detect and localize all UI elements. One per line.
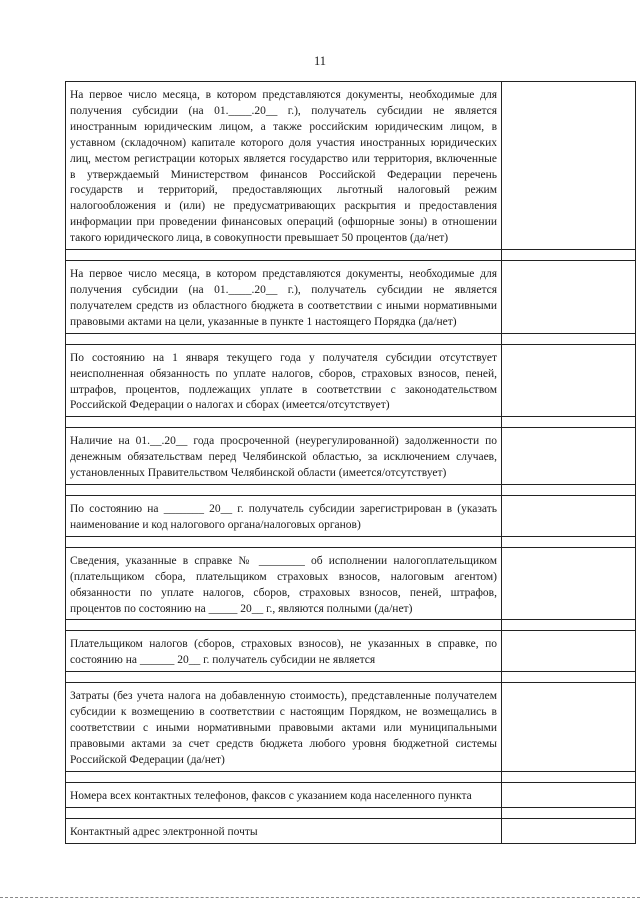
table-row [66, 496, 636, 537]
question-cell: По состоянию на _______ 20__ г. получатель субсидии зарегистрирован в (указать наименование и код налогового органа/налоговых органов) [66, 496, 502, 537]
table-row [66, 782, 636, 807]
row-gap-right [502, 485, 636, 496]
row-gap-left [66, 485, 502, 496]
question-cell: Затраты (без учета налога на добавленную стоимость), представленные получателем субсидии к возмещению в соответствии с настоящим Порядком, не возмещались в соответствии с иными нормативными правовыми актами или муниципальными правовыми актами за счет средств бюджета любого уровня бюджетной системы Российской Федерации (да/нет) [66, 683, 502, 772]
table-row [66, 261, 636, 334]
answer-cell[interactable] [502, 344, 636, 417]
question-cell: Плательщиком налогов (сборов, страховых взносов), не указанных в справке, по состоянию на ______ 20__ г. получатель субсидии не является [66, 631, 502, 672]
row-gap-left [66, 333, 502, 344]
row-gap-left [66, 771, 502, 782]
row-gap-left [66, 250, 502, 261]
answer-cell[interactable] [502, 782, 636, 807]
row-gap-right [502, 771, 636, 782]
table-row [66, 818, 636, 843]
row-gap-right [502, 620, 636, 631]
row-gap [66, 672, 636, 683]
row-gap-left [66, 672, 502, 683]
answer-cell[interactable] [502, 683, 636, 772]
subsidy-application-table [65, 81, 636, 844]
table-row [66, 547, 636, 620]
row-gap [66, 485, 636, 496]
question-cell: Наличие на 01.__.20__ года просроченной (неурегулированной) задолженности по денежным обязательствам перед Челябинской областью, за исключением случаев, установленных Правительством Челябинской области (имеется/отсутствует) [66, 428, 502, 485]
row-gap-right [502, 417, 636, 428]
row-gap-left [66, 417, 502, 428]
table-row [66, 344, 636, 417]
row-gap-left [66, 807, 502, 818]
row-gap [66, 771, 636, 782]
table-row [66, 428, 636, 485]
page-number: 11 [313, 54, 327, 68]
question-cell: По состоянию на 1 января текущего года у получателя субсидии отсутствует неисполненная обязанность по уплате налогов, сборов, страховых взносов, пеней, штрафов, процентов, подлежащих уплате в соответствии с законодательством Российской Федерации о налогах и сборах (имеется/отсутствует) [66, 344, 502, 417]
row-gap-right [502, 807, 636, 818]
answer-cell[interactable] [502, 428, 636, 485]
answer-cell[interactable] [502, 261, 636, 334]
question-cell: Сведения, указанные в справке № ________ об исполнении налогоплательщиком (плательщиком сбора, плательщиком страховых взносов, налоговым агентом) обязанности по уплате налогов, сборов, страховых взносов, пеней, штрафов, процентов по состоянию на _____ 20__ г., являются полными (да/нет) [66, 547, 502, 620]
question-cell: На первое число месяца, в котором представляются документы, необходимые для получения субсидии (на 01.____.20__ г.), получатель субсидии не является получателем средств из областного бюджета в соответствии с иными нормативными правовыми актами на цели, указанные в пункте 1 настоящего Порядка (да/нет) [66, 261, 502, 334]
answer-cell[interactable] [502, 496, 636, 537]
question-cell: Номера всех контактных телефонов, факсов с указанием кода населенного пункта [66, 782, 502, 807]
row-gap [66, 807, 636, 818]
row-gap-right [502, 250, 636, 261]
question-cell: Контактный адрес электронной почты [66, 818, 502, 843]
row-gap-right [502, 536, 636, 547]
row-gap-right [502, 672, 636, 683]
row-gap-left [66, 620, 502, 631]
row-gap [66, 620, 636, 631]
row-gap [66, 417, 636, 428]
answer-cell[interactable] [502, 818, 636, 843]
row-gap-left [66, 536, 502, 547]
question-cell: На первое число месяца, в котором представляются документы, необходимые для получения субсидии (на 01.____.20__ г.), получатель субсидии не является иностранным юридическим лицом, а также российским юридическим лицом, в уставном (складочном) капитале которого доля участия иностранных юридических лиц, местом регистрации которых является государство или территория, включенные в утверждаемый Министерством финансов Российской Федерации перечень государств и территорий, предоставляющих льготный налоговый режим налогообложения и (или) не предусматривающих раскрытия и предоставления информации при проведении финансовых операций (офшорные зоны) в отношении такого юридического лица, в совокупности превышает 50 процентов (да/нет) [66, 82, 502, 250]
table-row [66, 82, 636, 250]
page-bottom-edge [0, 897, 640, 898]
table-row [66, 631, 636, 672]
row-gap [66, 536, 636, 547]
answer-cell[interactable] [502, 82, 636, 250]
table-body [66, 82, 636, 844]
row-gap-right [502, 333, 636, 344]
table-row [66, 683, 636, 772]
answer-cell[interactable] [502, 547, 636, 620]
row-gap [66, 333, 636, 344]
answer-cell[interactable] [502, 631, 636, 672]
row-gap [66, 250, 636, 261]
